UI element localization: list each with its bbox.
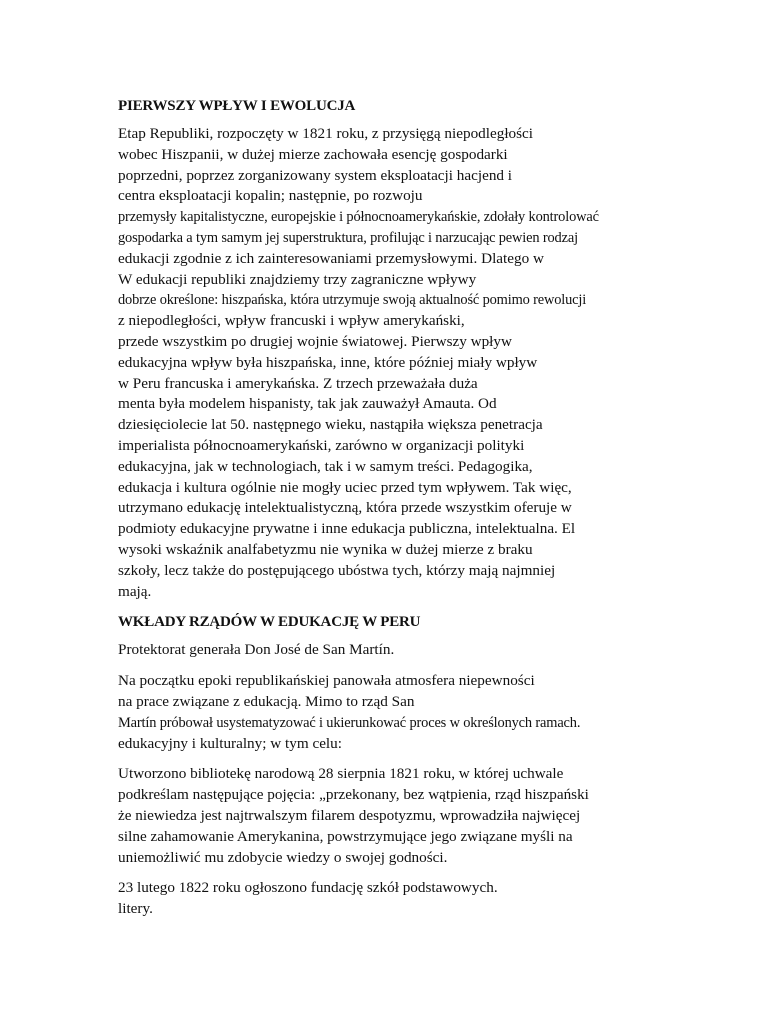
text-line: centra eksploatacji kopalin; następnie, po rozwoju (118, 187, 423, 205)
text-line: utrzymano edukację intelektualistyczną, która przede wszystkim oferuje w (118, 499, 572, 517)
text-line: z niepodległości, wpływ francuski i wpływ amerykański, (118, 312, 465, 330)
paragraph-protectorate (118, 640, 738, 661)
text-line: edukacyjny i kulturalny; w tym celu: (118, 734, 342, 752)
section-heading-first-influence: PIERWSZY WPŁYW I EWOLUCJA (118, 98, 356, 114)
text-line: gospodarka a tym samym jej superstruktura, profilując i narzucając pewien rodzaj (118, 229, 578, 246)
text-line: dziesięciolecie lat 50. następnego wieku, nastąpiła większa penetracja (118, 416, 543, 434)
text-line: edukacyjna wpływ była hiszpańska, inne, które później miały wpływ (118, 353, 538, 371)
text-line: Etap Republiki, rozpoczęty w 1821 roku, z przysięgą niepodległości (118, 125, 534, 142)
text-line: Martín próbował usystematyzować i ukierunkować proces w określonych ramach. (118, 714, 581, 731)
text-line: edukacja i kultura ogólnie nie mogły uciec przed tym wpływem. Tak więc, (118, 478, 572, 496)
section-heading-government-contributions: WKŁADY RZĄDÓW W EDUKACJĘ W PERU (118, 614, 421, 631)
text-line: w Peru francuska i amerykańska. Z trzech przeważała duża (118, 374, 478, 392)
paragraph-primary-schools (118, 878, 738, 920)
text-line: że niewiedza jest najtrwalszym filarem despotyzmu, wprowadziła najwięcej (118, 806, 581, 824)
text-line: podkreślam następujące pojęcia: „przekonany, bez wątpienia, rząd hiszpański (118, 786, 589, 804)
text-line: przede wszystkim po drugiej wojnie światowej. Pierwszy wpływ (118, 332, 512, 350)
text-line: szkoły, lecz także do postępującego ubóstwa tych, którzy mają najmniej (118, 561, 556, 579)
text-line: uniemożliwić mu zdobycie wiedzy o swojej godności. (118, 848, 448, 866)
text-line: edukacyjna, jak w technologiach, tak i w samym treści. Pedagogika, (118, 457, 533, 475)
text-line: na prace związane z edukacją. Mimo to rząd San (118, 692, 415, 710)
text-line: wysoki wskaźnik analfabetyzmu nie wynika w dużej mierze z braku (118, 540, 533, 558)
text-line: Na początku epoki republikańskiej panowała atmosfera niepewności (118, 672, 535, 690)
text-line: mają. (118, 582, 152, 600)
text-line: menta była modelem hispanisty, tak jak zauważył Amauta. Od (118, 395, 497, 413)
text-line: 23 lutego 1822 roku ogłoszono fundację szkół podstawowych. (118, 879, 498, 897)
document-body (118, 96, 738, 930)
text-line: silne zahamowanie Amerykanina, powstrzymujące jego związane myśli na (118, 827, 573, 845)
text-line: dobrze określone: hiszpańska, która utrzymuje swoją aktualność pomimo rewolucji (118, 292, 587, 309)
paragraph-national-library (118, 764, 738, 868)
text-line: wobec Hiszpanii, w dużej mierze zachowała esencję gospodarki (118, 145, 508, 163)
text-line: podmioty edukacyjne prywatne i inne edukacja publiczna, intelektualna. El (118, 520, 576, 538)
text-line: przemysły kapitalistyczne, europejskie i północnoamerykańskie, zdołały kontrolować (118, 209, 599, 226)
text-line: edukacji zgodnie z ich zainteresowaniami przemysłowymi. Dlatego w (118, 249, 544, 267)
text-line: W edukacji republiki znajdziemy trzy zagraniczne wpływy (118, 270, 477, 288)
text-line: poprzedni, poprzez zorganizowany system eksploatacji hacjend i (118, 166, 513, 184)
text-line: Protektorat generała Don José de San Martín. (118, 641, 395, 659)
text-line: imperialista północnoamerykański, zarówno w organizacji polityki (118, 436, 525, 454)
text-line: Utworzono bibliotekę narodową 28 sierpnia 1821 roku, w której uchwale (118, 765, 564, 783)
text-line: litery. (118, 900, 153, 918)
paragraph-republic-start (118, 671, 738, 754)
paragraph-first-influence (118, 124, 738, 602)
